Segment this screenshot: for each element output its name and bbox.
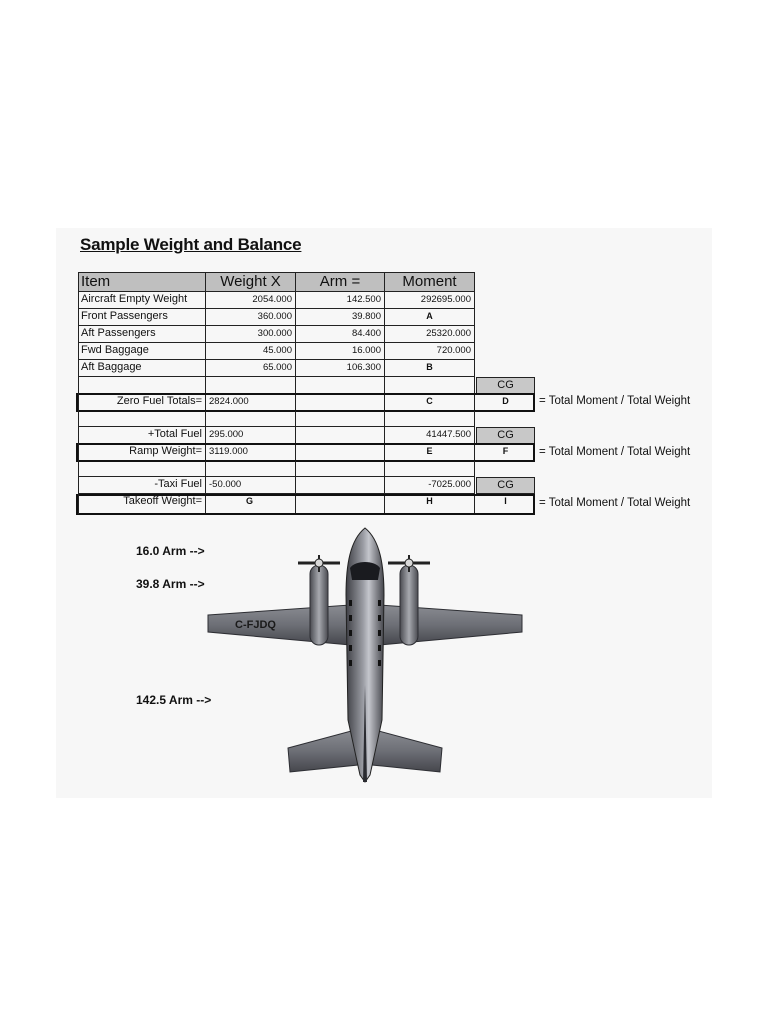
header-item: Item bbox=[78, 272, 206, 292]
blank-cell bbox=[385, 461, 475, 477]
blank-cell bbox=[206, 461, 296, 477]
row-empty-weight-arm: 142.500 bbox=[296, 292, 385, 309]
cg-header-takeoff: CG bbox=[476, 477, 535, 494]
row-empty-weight-weight: 2054.000 bbox=[206, 292, 296, 309]
blank-cell bbox=[296, 411, 385, 427]
taxi-fuel-label: -Taxi Fuel bbox=[78, 477, 206, 494]
row-fwd-baggage-item: Fwd Baggage bbox=[78, 343, 206, 360]
cg-formula-takeoff: = Total Moment / Total Weight bbox=[539, 497, 691, 509]
row-aft-baggage-item: Aft Baggage bbox=[78, 360, 206, 377]
arm-label-142: 142.5 Arm --> bbox=[136, 693, 212, 707]
row-front-pax-arm: 39.800 bbox=[296, 309, 385, 326]
header-moment: Moment bbox=[385, 272, 475, 292]
zero-fuel-arm bbox=[296, 394, 385, 411]
row-front-pax-item: Front Passengers bbox=[78, 309, 206, 326]
cg-formula-zero-fuel: = Total Moment / Total Weight bbox=[539, 395, 691, 407]
ramp-weight-cg: F bbox=[476, 444, 535, 461]
page-title: Sample Weight and Balance bbox=[80, 235, 302, 254]
arm-label-39: 39.8 Arm --> bbox=[136, 577, 205, 591]
blank-cell bbox=[206, 411, 296, 427]
row-aft-pax-arm: 84.400 bbox=[296, 326, 385, 343]
blank-cell bbox=[296, 377, 385, 394]
ramp-weight-weight: 3119.000 bbox=[206, 444, 296, 461]
zero-fuel-weight: 2824.000 bbox=[206, 394, 296, 411]
takeoff-weight-label: Takeoff Weight= bbox=[78, 494, 206, 514]
row-aft-baggage-arm: 106.300 bbox=[296, 360, 385, 377]
blank-cell bbox=[78, 411, 206, 427]
row-fwd-baggage-weight: 45.000 bbox=[206, 343, 296, 360]
row-fwd-baggage-moment: 720.000 bbox=[385, 343, 475, 360]
blank-cell bbox=[78, 377, 206, 394]
row-aft-baggage-moment: B bbox=[385, 360, 475, 377]
blank-cell bbox=[296, 461, 385, 477]
zero-fuel-cg: D bbox=[476, 394, 535, 411]
zero-fuel-label: Zero Fuel Totals= bbox=[78, 394, 206, 411]
total-fuel-label: +Total Fuel bbox=[78, 427, 206, 444]
blank-cell bbox=[385, 411, 475, 427]
total-fuel-weight: 295.000 bbox=[206, 427, 296, 444]
blank-cell bbox=[206, 377, 296, 394]
takeoff-weight-arm bbox=[296, 494, 385, 514]
ramp-weight-moment: E bbox=[385, 444, 475, 461]
ramp-weight-arm bbox=[296, 444, 385, 461]
row-aft-baggage-weight: 65.000 bbox=[206, 360, 296, 377]
cg-header-ramp: CG bbox=[476, 427, 535, 444]
header-arm: Arm = bbox=[296, 272, 385, 292]
row-front-pax-moment: A bbox=[385, 309, 475, 326]
header-weight: Weight X bbox=[206, 272, 296, 292]
row-empty-weight-moment: 292695.000 bbox=[385, 292, 475, 309]
row-aft-pax-item: Aft Passengers bbox=[78, 326, 206, 343]
row-aft-pax-moment: 25320.000 bbox=[385, 326, 475, 343]
row-front-pax-weight: 360.000 bbox=[206, 309, 296, 326]
registration-text: C-FJDQ bbox=[235, 619, 276, 631]
taxi-fuel-arm bbox=[296, 477, 385, 494]
aircraft-illustration bbox=[200, 520, 530, 785]
takeoff-weight-cg: I bbox=[476, 494, 535, 514]
arm-label-16: 16.0 Arm --> bbox=[136, 544, 205, 558]
blank-cell bbox=[78, 461, 206, 477]
total-fuel-moment: 41447.500 bbox=[385, 427, 475, 444]
row-aft-pax-weight: 300.000 bbox=[206, 326, 296, 343]
cg-formula-ramp: = Total Moment / Total Weight bbox=[539, 446, 691, 458]
zero-fuel-moment: C bbox=[385, 394, 475, 411]
taxi-fuel-weight: -50.000 bbox=[206, 477, 296, 494]
takeoff-weight-weight: G bbox=[206, 494, 296, 514]
row-empty-weight-item: Aircraft Empty Weight bbox=[78, 292, 206, 309]
takeoff-weight-moment: H bbox=[385, 494, 475, 514]
taxi-fuel-moment: -7025.000 bbox=[385, 477, 475, 494]
row-fwd-baggage-arm: 16.000 bbox=[296, 343, 385, 360]
ramp-weight-label: Ramp Weight= bbox=[78, 444, 206, 461]
cg-header-zero-fuel: CG bbox=[476, 377, 535, 394]
blank-cell bbox=[385, 377, 475, 394]
total-fuel-arm bbox=[296, 427, 385, 444]
